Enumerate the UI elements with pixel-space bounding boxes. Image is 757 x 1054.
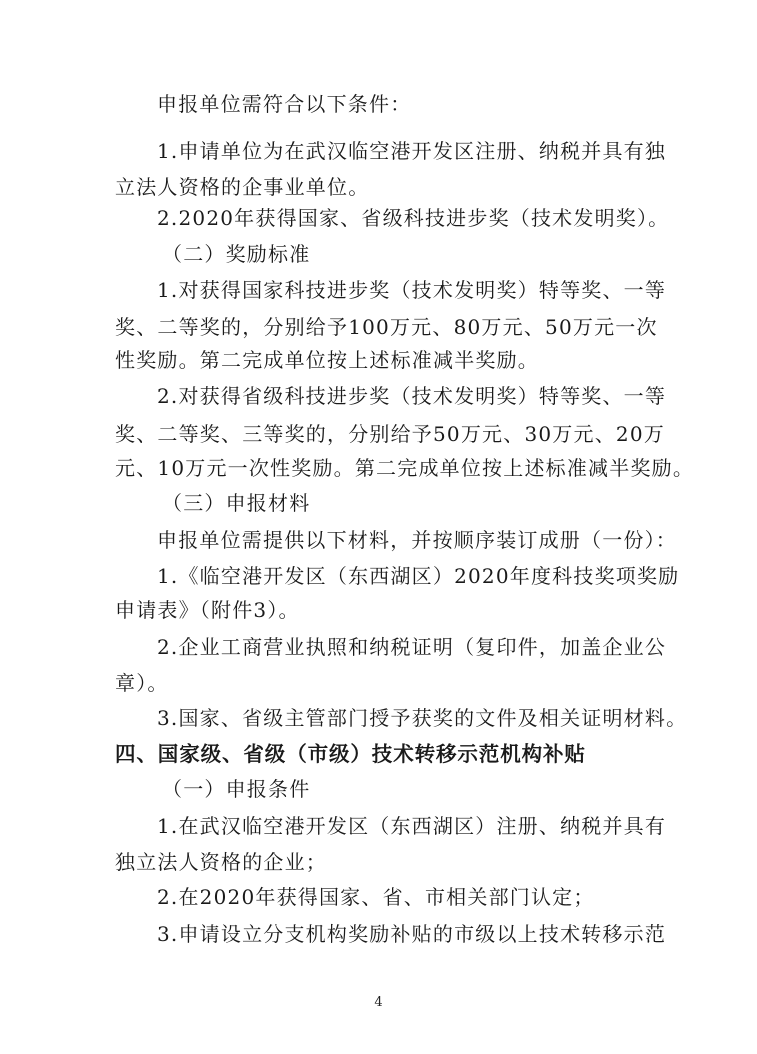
subheading-reward-standard: （二）奖励标准 <box>162 242 311 266</box>
page-number: 4 <box>374 995 383 1010</box>
section-heading-tech-transfer: 四、国家级、省级（市级）技术转移示范机构补贴 <box>115 742 586 766</box>
paragraph-line-standard-1-cont: 奖、二等奖的，分别给予100万元、80万元、50万元一次 <box>115 315 658 339</box>
paragraph-line-standard-2-end: 元、10万元一次性奖励。第二完成单位按上述标准减半奖励。 <box>115 456 695 480</box>
paragraph-line-material-3: 3.国家、省级主管部门授予获奖的文件及相关证明材料。 <box>157 706 688 730</box>
paragraph-line-tech-condition-2: 2.在2020年获得国家、省、市相关部门认定； <box>157 885 595 909</box>
paragraph-line-standard-1-end: 性奖励。第二完成单位按上述标准减半奖励。 <box>115 348 539 372</box>
paragraph-line-material-2-cont: 章）。 <box>115 671 169 695</box>
paragraph-line-material-1: 1.《临空港开发区（东西湖区）2020年度科技奖项奖励 <box>157 564 680 588</box>
paragraph-line-standard-1: 1.对获得国家科技进步奖（技术发明奖）特等奖、一等 <box>157 278 667 302</box>
subheading-application-materials: （三）申报材料 <box>162 491 311 515</box>
paragraph-line-condition-1: 1.申请单位为在武汉临空港开发区注册、纳税并具有独 <box>157 139 667 163</box>
paragraph-line-conditions-intro: 申报单位需符合以下条件： <box>157 92 412 116</box>
paragraph-line-material-1-cont: 申请表》（附件3）。 <box>115 598 300 622</box>
paragraph-line-tech-condition-3: 3.申请设立分支机构奖励补贴的市级以上技术转移示范 <box>157 922 667 946</box>
paragraph-line-standard-2: 2.对获得省级科技进步奖（技术发明奖）特等奖、一等 <box>157 384 667 408</box>
subheading-application-conditions: （一）申报条件 <box>162 777 311 801</box>
paragraph-line-condition-1-cont: 立法人资格的企事业单位。 <box>115 175 370 199</box>
paragraph-line-tech-condition-1: 1.在武汉临空港开发区（东西湖区）注册、纳税并具有 <box>157 814 667 838</box>
paragraph-line-materials-intro: 申报单位需提供以下材料，并按顺序装订成册（一份）： <box>157 528 677 552</box>
paragraph-line-condition-2: 2.2020年获得国家、省级科技进步奖（技术发明奖）。 <box>157 206 670 230</box>
paragraph-line-tech-condition-1-cont: 独立法人资格的企业； <box>115 850 327 874</box>
paragraph-line-standard-2-cont: 奖、二等奖、三等奖的，分别给予50万元、30万元、20万 <box>115 422 665 446</box>
paragraph-line-material-2: 2.企业工商营业执照和纳税证明（复印件，加盖企业公 <box>157 635 667 659</box>
